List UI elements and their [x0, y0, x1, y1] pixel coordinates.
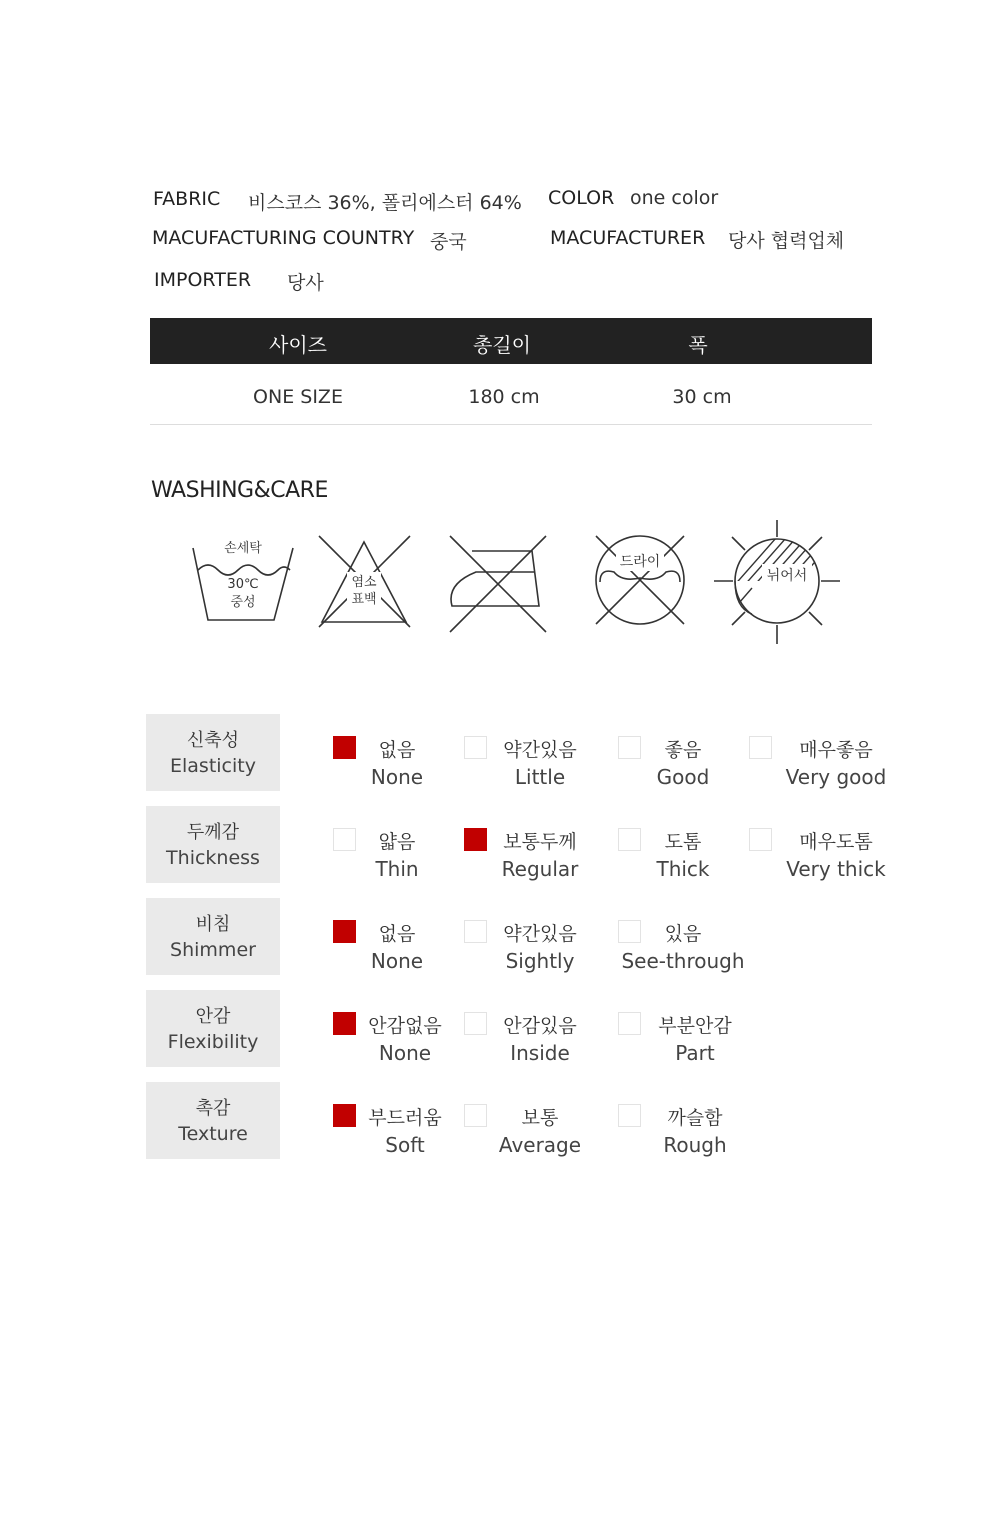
- option-checkbox[interactable]: [333, 1012, 356, 1035]
- option-label-ko: 얇음: [378, 831, 416, 853]
- no-dry-clean-text: 드라이: [619, 554, 661, 570]
- manufacturer-label: MACUFACTURER: [550, 227, 706, 249]
- size-cell-width: 30 cm: [672, 386, 732, 408]
- feature-label-ko: 촉감: [195, 1098, 231, 1119]
- option-label-en: Thick: [656, 857, 710, 881]
- option-label-ko: 있음: [664, 923, 702, 945]
- size-cell-size: ONE SIZE: [253, 386, 343, 408]
- option-checkbox[interactable]: [618, 920, 641, 943]
- feature-label-elasticity: [146, 714, 280, 791]
- size-header-size: 사이즈: [269, 333, 327, 357]
- country-label: MACUFACTURING COUNTRY: [152, 227, 415, 249]
- size-table-divider: [150, 424, 872, 425]
- option-checkbox[interactable]: [749, 828, 772, 851]
- feature-label-shimmer: [146, 898, 280, 975]
- feature-label-en: Elasticity: [170, 755, 256, 777]
- hand-wash-text-3: 중성: [230, 595, 256, 610]
- feature-label-en: Texture: [178, 1123, 248, 1145]
- option-checkbox[interactable]: [618, 1012, 641, 1035]
- country-value: 중국: [430, 231, 467, 253]
- size-table-header: [150, 318, 872, 364]
- manufacturer-value: 당사 협력업체: [728, 230, 845, 252]
- option-label-ko: 안감있음: [503, 1015, 577, 1037]
- option-label-en: Regular: [501, 857, 579, 881]
- option-label-ko: 없음: [378, 739, 416, 761]
- no-bleach-icon: [317, 534, 413, 630]
- color-label: COLOR: [548, 187, 615, 209]
- feature-label-en: Shimmer: [170, 939, 256, 961]
- option-label-ko: 부분안감: [658, 1015, 732, 1037]
- option-label-en: Rough: [663, 1133, 727, 1157]
- option-label-ko: 안감없음: [368, 1015, 442, 1037]
- option-checkbox[interactable]: [333, 828, 356, 851]
- option-checkbox[interactable]: [749, 736, 772, 759]
- color-value: one color: [630, 187, 719, 209]
- hand-wash-text-1: 손세탁: [224, 541, 262, 556]
- washing-care-title: WASHING&CARE: [151, 478, 328, 503]
- feature-label-ko: 비침: [195, 914, 231, 935]
- fabric-value: 비스코스 36%, 폴리에스터 64%: [248, 192, 522, 214]
- option-label-ko: 약간있음: [503, 739, 577, 761]
- feature-label-ko: 두께감: [186, 822, 240, 843]
- option-checkbox[interactable]: [333, 1104, 356, 1127]
- option-label-en: Soft: [385, 1133, 425, 1157]
- option-label-ko: 까슬함: [667, 1107, 723, 1129]
- option-checkbox[interactable]: [333, 920, 356, 943]
- option-label-en: Very thick: [786, 857, 886, 881]
- option-checkbox[interactable]: [464, 828, 487, 851]
- no-iron-icon: [446, 534, 550, 634]
- option-checkbox[interactable]: [464, 1104, 487, 1127]
- option-checkbox[interactable]: [464, 736, 487, 759]
- option-label-en: Average: [498, 1133, 582, 1157]
- option-checkbox[interactable]: [464, 1012, 487, 1035]
- no-dry-clean-icon: [592, 534, 688, 628]
- hand-wash-text-2: 30℃: [227, 577, 259, 592]
- option-label-en: Little: [514, 765, 566, 789]
- option-label-ko: 없음: [378, 923, 416, 945]
- option-checkbox[interactable]: [333, 736, 356, 759]
- no-bleach-text-1: 염소: [351, 575, 377, 590]
- option-label-en: See-through: [621, 949, 745, 973]
- option-checkbox[interactable]: [618, 828, 641, 851]
- option-label-ko: 보통두께: [503, 831, 577, 853]
- feature-label-ko: 안감: [195, 1006, 231, 1027]
- option-label-ko: 보통: [521, 1107, 559, 1129]
- feature-label-en: Flexibility: [167, 1031, 259, 1053]
- option-label-en: Part: [675, 1041, 715, 1065]
- feature-label-flexibility: [146, 990, 280, 1067]
- dry-flat-text: 뉘어서: [766, 568, 808, 584]
- option-label-en: None: [370, 949, 424, 973]
- option-checkbox[interactable]: [618, 736, 641, 759]
- option-label-ko: 매우좋음: [799, 739, 873, 761]
- hand-wash-icon: [188, 530, 300, 626]
- option-label-en: None: [370, 765, 424, 789]
- size-header-length: 총길이: [473, 333, 531, 357]
- option-label-en: Thin: [375, 857, 419, 881]
- option-label-en: None: [378, 1041, 432, 1065]
- fabric-label: FABRIC: [153, 188, 221, 210]
- option-label-ko: 부드러움: [368, 1107, 442, 1129]
- size-header-width: 폭: [688, 333, 708, 357]
- option-label-en: Inside: [510, 1041, 570, 1065]
- dry-flat-shade-icon: [712, 518, 842, 646]
- importer-label: IMPORTER: [154, 269, 252, 291]
- feature-label-en: Thickness: [166, 847, 260, 869]
- size-cell-length: 180 cm: [468, 386, 540, 408]
- feature-label-thickness: [146, 806, 280, 883]
- feature-label-texture: [146, 1082, 280, 1159]
- option-label-ko: 도톰: [664, 831, 702, 853]
- option-label-en: Very good: [785, 765, 887, 789]
- option-label-ko: 약간있음: [503, 923, 577, 945]
- option-label-ko: 매우도톰: [799, 831, 873, 853]
- no-bleach-text-2: 표백: [351, 592, 377, 607]
- option-checkbox[interactable]: [464, 920, 487, 943]
- option-label-en: Sightly: [505, 949, 575, 973]
- option-label-en: Good: [656, 765, 710, 789]
- importer-value: 당사: [287, 272, 324, 294]
- option-label-ko: 좋음: [664, 739, 702, 761]
- feature-label-ko: 신축성: [186, 730, 240, 751]
- option-checkbox[interactable]: [618, 1104, 641, 1127]
